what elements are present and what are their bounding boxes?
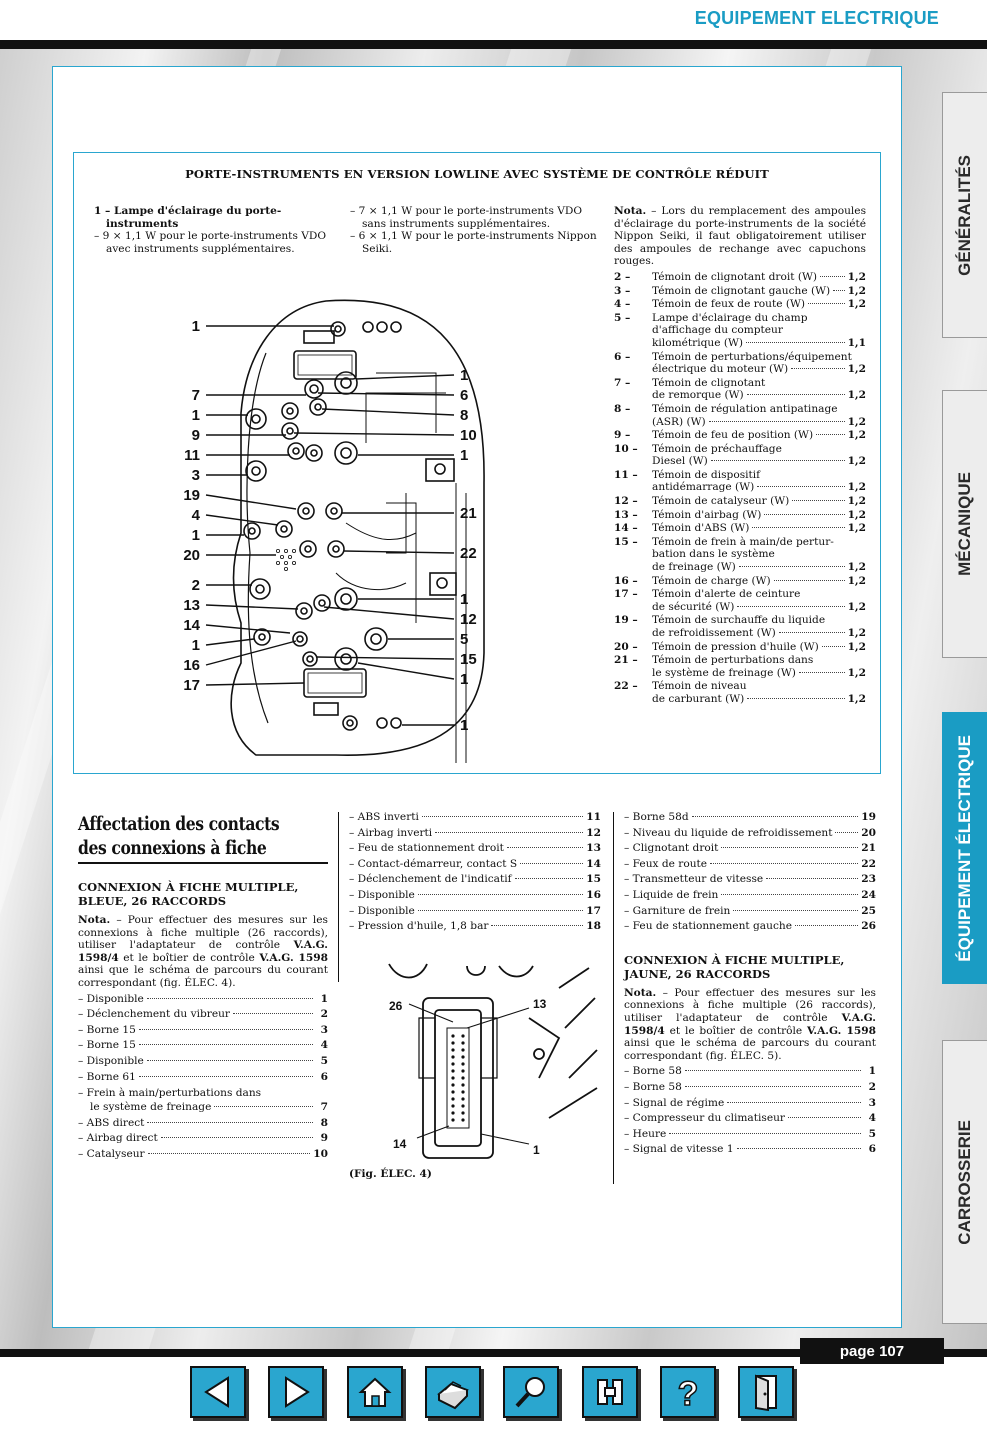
list-item: – Catalyseur 10 [78, 1147, 328, 1160]
figure-caption: (Fig. ÉLEC. 4) [349, 1168, 432, 1180]
exit-icon [746, 1372, 786, 1412]
indicator-item: 20 – Témoin de pression d'huile (W) 1,2 [614, 640, 866, 653]
connector-column-3 [624, 810, 876, 1158]
heading-rule [78, 862, 328, 864]
item-1-vdo-supp: – 9 × 1,1 W pour le porte-instruments VDO avec instruments supplémentaires. [94, 230, 327, 255]
home-button[interactable] [347, 1366, 403, 1418]
next-button[interactable] [268, 1366, 324, 1418]
callout-label: 11 [184, 447, 200, 464]
svg-text:?: ? [677, 1375, 699, 1413]
connector-pin [451, 1069, 454, 1072]
connector-pin [451, 1055, 454, 1058]
item-1-title: 1 – Lampe d'éclairage du porte-instruments [94, 205, 282, 230]
connector-pin [451, 1048, 454, 1051]
list-item: – Feu de stationnement gauche 26 [624, 920, 876, 933]
tab-label: ÉQUIPEMENT ÉLECTRIQUE [955, 734, 974, 962]
connector-pin [461, 1048, 464, 1051]
tab-generalites[interactable] [942, 92, 987, 338]
tab-mecanique[interactable] [942, 390, 987, 658]
callout-label: 1 [460, 591, 469, 608]
indicator-item: 8 – Témoin de régulation antipatinage (ASR) (W) 1,2 [614, 402, 866, 428]
connector-label-13: 13 [533, 997, 547, 1011]
list-item: le système de freinage 7 [90, 1101, 328, 1114]
indicator-item: 13 – Témoin d'airbag (W) 1,2 [614, 508, 866, 521]
callout-label: 14 [183, 617, 200, 634]
indicator-item: 22 – Témoin de niveau de carburant (W) 1,2 [614, 680, 866, 705]
indicator-list [614, 271, 866, 706]
help-icon [668, 1372, 708, 1412]
callout-label: 21 [460, 505, 477, 522]
callout-label: 1 [191, 527, 200, 544]
diagram-callouts [183, 318, 476, 734]
list-item: – Disponible 17 [349, 904, 601, 917]
connector-pin [451, 1083, 454, 1086]
connector-pin [461, 1083, 464, 1086]
callout-label: 5 [460, 631, 469, 648]
list-item: – Disponible 5 [78, 1054, 328, 1067]
callout-label: 4 [191, 507, 200, 524]
instrument-cluster-figure [73, 152, 881, 774]
indicator-item: 4 – Témoin de feux de route (W) 1,2 [614, 298, 866, 311]
indicator-item: 16 – Témoin de charge (W) 1,2 [614, 574, 866, 587]
connector-label-26: 26 [389, 999, 403, 1013]
yellow-nota: Nota. – Pour effectuer des mesures sur les connexions à fiche multiple (26 raccords), utiliser l'adaptateur de contrôle V.A.G. 1598/4 et le boîtier de contrôle V.A.G. 1598 ainsi que le schéma de parcours du courant correspondant (fig. ÉLEC. 5). [624, 986, 876, 1062]
next-icon [276, 1372, 316, 1412]
list-item: – Borne 15 4 [78, 1039, 328, 1052]
callout-label: 6 [460, 387, 469, 404]
blue-connector-column-2 [349, 810, 601, 935]
indicator-item: 7 – Témoin de clignotant de remorque (W) 1,2 [614, 376, 866, 402]
list-item: – Déclenchement du vibreur 2 [78, 1008, 328, 1021]
connector-pin [461, 1097, 464, 1100]
bulb-list-column [614, 205, 866, 706]
indicator-item: 19 – Témoin de surchauffe du liquide de refroidissement (W) 1,2 [614, 614, 866, 639]
connector-pin [451, 1118, 454, 1121]
callout-label: 17 [183, 677, 200, 694]
callout-label: 3 [191, 467, 200, 484]
print-icon [433, 1372, 473, 1412]
indicator-item: 14 – Témoin d'ABS (W) 1,2 [614, 522, 866, 535]
list-item: – Garniture de frein 25 [624, 904, 876, 917]
bulb-spec-column-2 [350, 205, 608, 255]
list-item: – Déclenchement de l'indicatif 15 [349, 873, 601, 886]
callout-label: 16 [183, 657, 200, 674]
list-item: – Disponible 1 [78, 992, 328, 1005]
callout-label: 12 [460, 611, 477, 628]
top-rule [0, 40, 987, 49]
instrument-cluster-diagram [183, 293, 486, 763]
connector-pin [451, 1097, 454, 1100]
blue-nota: Nota. – Pour effectuer des mesures sur les connexions à fiche multiple (26 raccords), utiliser l'adaptateur de contrôle V.A.G. 1598/4 et le boîtier de contrôle V.A.G. 1598 ainsi que le schéma de parcours du courant correspondant (fig. ÉLEC. 4). [78, 914, 328, 989]
list-item: – Borne 58 2 [624, 1080, 876, 1093]
callout-label: 9 [191, 427, 200, 444]
list-item: – Feux de route 22 [624, 857, 876, 870]
connector-pin [451, 1104, 454, 1107]
tab-carrosserie[interactable] [942, 1040, 987, 1324]
callout-label: 1 [460, 367, 469, 384]
indicator-item: 9 – Témoin de feu de position (W) 1,2 [614, 429, 866, 442]
connector-pin [451, 1034, 454, 1037]
indicator-item: 10 – Témoin de préchauffage Diesel (W) 1,2 [614, 442, 866, 468]
list-item: – Borne 61 6 [78, 1070, 328, 1083]
connector-pin [461, 1069, 464, 1072]
home-icon [355, 1372, 395, 1412]
list-item: – Feu de stationnement droit 13 [349, 842, 601, 855]
section-heading: Affectation des contacts des connexions à fiche [78, 813, 280, 859]
connector-pin [451, 1090, 454, 1093]
indicator-item: 12 – Témoin de catalyseur (W) 1,2 [614, 495, 866, 508]
list-item: – Niveau du liquide de refroidissement 20 [624, 826, 876, 839]
indicator-item: 3 – Témoin de clignotant gauche (W) 1,2 [614, 284, 866, 297]
list-item: – Disponible 16 [349, 888, 601, 901]
indicator-item: 2 – Témoin de clignotant droit (W) 1,2 [614, 270, 866, 283]
connector-pin [461, 1055, 464, 1058]
connector-pin [461, 1104, 464, 1107]
connector-figure [349, 958, 601, 1168]
callout-label: 15 [460, 651, 477, 668]
indicator-item: 6 – Témoin de perturbations/équipement électrique du moteur (W) 1,2 [614, 350, 866, 376]
connector-pin [451, 1111, 454, 1114]
callout-label: 8 [460, 407, 469, 424]
list-item: – Compresseur du climatiseur 4 [624, 1112, 876, 1125]
item-1-vdo-nosupp: – 7 × 1,1 W pour le porte-instruments VDO sans instruments supplémentaires. [350, 205, 583, 230]
list-item: – Signal de régime 3 [624, 1096, 876, 1109]
blue-connector-column-1 [78, 880, 328, 1163]
section-title: EQUIPEMENT ELECTRIQUE [694, 8, 939, 28]
column-divider [613, 812, 614, 1184]
figure-title: PORTE-INSTRUMENTS EN VERSION LOWLINE AVEC SYSTÈME DE CONTRÔLE RÉDUIT [185, 167, 769, 181]
search-icon [511, 1372, 551, 1412]
callout-label: 2 [191, 577, 200, 594]
tab-label: MÉCANIQUE [955, 472, 974, 576]
nota-block: Nota. – Lors du remplacement des ampoules d'éclairage du porte-instruments de la société Nippon Seiki, il faut obligatoirement utiliser des ampoules de rechange avec capuchons rouges. [614, 205, 866, 268]
search-button[interactable] [503, 1366, 559, 1418]
list-item: – Borne 58 1 [624, 1065, 876, 1078]
list-item: – Borne 15 3 [78, 1023, 328, 1036]
list-item: – Contact-démarreur, contact S 14 [349, 857, 601, 870]
callout-label: 13 [183, 597, 200, 614]
tab-label: CARROSSERIE [955, 1119, 974, 1245]
callout-label: 20 [183, 547, 200, 564]
list-item: – Transmetteur de vitesse 23 [624, 873, 876, 886]
connector-pin [451, 1062, 454, 1065]
connector-label-14: 14 [393, 1137, 407, 1151]
list-item: – ABS inverti 11 [349, 811, 601, 823]
page-number: page 107 [800, 1338, 944, 1364]
callout-label: 1 [460, 671, 469, 688]
find-icon [590, 1372, 630, 1412]
callout-label: 7 [191, 387, 200, 404]
blue-connector-heading: CONNEXION À FICHE MULTIPLE, BLEUE, 26 RACCORDS [78, 880, 299, 908]
callout-label: 1 [191, 637, 200, 654]
callout-label: 10 [460, 427, 477, 444]
callout-label: 1 [460, 717, 469, 734]
list-item: – ABS direct 8 [78, 1116, 328, 1129]
previous-button[interactable] [190, 1366, 246, 1418]
previous-icon [198, 1372, 238, 1412]
connector-pin [451, 1041, 454, 1044]
indicator-item: 11 – Témoin de dispositif antidémarrage (W) 1,2 [614, 468, 866, 494]
callout-label: 22 [460, 545, 477, 562]
list-item: – Borne 58d 19 [624, 811, 876, 823]
connector-pin [461, 1041, 464, 1044]
list-item: – Signal de vitesse 1 6 [624, 1143, 876, 1156]
tab-equipement-electrique[interactable] [942, 712, 987, 984]
callout-label: 19 [183, 487, 200, 504]
tab-label: GÉNÉRALITÉS [955, 154, 974, 276]
connector-label-1: 1 [533, 1143, 540, 1157]
print-button[interactable] [425, 1366, 481, 1418]
bulb-spec-column-1 [94, 205, 342, 255]
list-item: – Heure 5 [624, 1127, 876, 1140]
connector-pin [461, 1118, 464, 1121]
exit-button[interactable] [738, 1366, 794, 1418]
list-item: – Airbag inverti 12 [349, 826, 601, 839]
list-item: – Frein à main/perturbations dans [78, 1087, 262, 1100]
callout-label: 1 [460, 447, 469, 464]
indicator-item: 15 – Témoin de frein à main/de pertur- bation dans le système de freinage (W) 1,2 [614, 535, 866, 574]
help-button[interactable] [660, 1366, 716, 1418]
connector-pin [461, 1111, 464, 1114]
find-button[interactable] [582, 1366, 638, 1418]
list-item: – Airbag direct 9 [78, 1132, 328, 1145]
callout-label: 1 [191, 407, 200, 424]
yellow-connector-heading: CONNEXION À FICHE MULTIPLE, JAUNE, 26 RACCORDS [624, 952, 845, 981]
connector-pin [461, 1076, 464, 1079]
list-item: – Liquide de frein 24 [624, 888, 876, 901]
connector-pin [451, 1076, 454, 1079]
list-item: – Clignotant droit 21 [624, 842, 876, 855]
column-divider [338, 812, 339, 982]
indicator-item: 5 – Lampe d'éclairage du champ d'affichage du compteur kilométrique (W) 1,1 [614, 311, 866, 349]
list-item: – Pression d'huile, 1,8 bar 18 [349, 920, 601, 933]
indicator-item: 17 – Témoin d'alerte de ceinture de sécurité (W) 1,2 [614, 588, 866, 613]
callout-label: 1 [191, 318, 200, 335]
connector-pin [461, 1034, 464, 1037]
item-1-nippon: – 6 × 1,1 W pour le porte-instruments Nippon Seiki. [350, 230, 597, 255]
indicator-item: 21 – Témoin de perturbations dans le système de freinage (W) 1,2 [614, 654, 866, 679]
connector-pin [461, 1062, 464, 1065]
connector-pin [461, 1090, 464, 1093]
